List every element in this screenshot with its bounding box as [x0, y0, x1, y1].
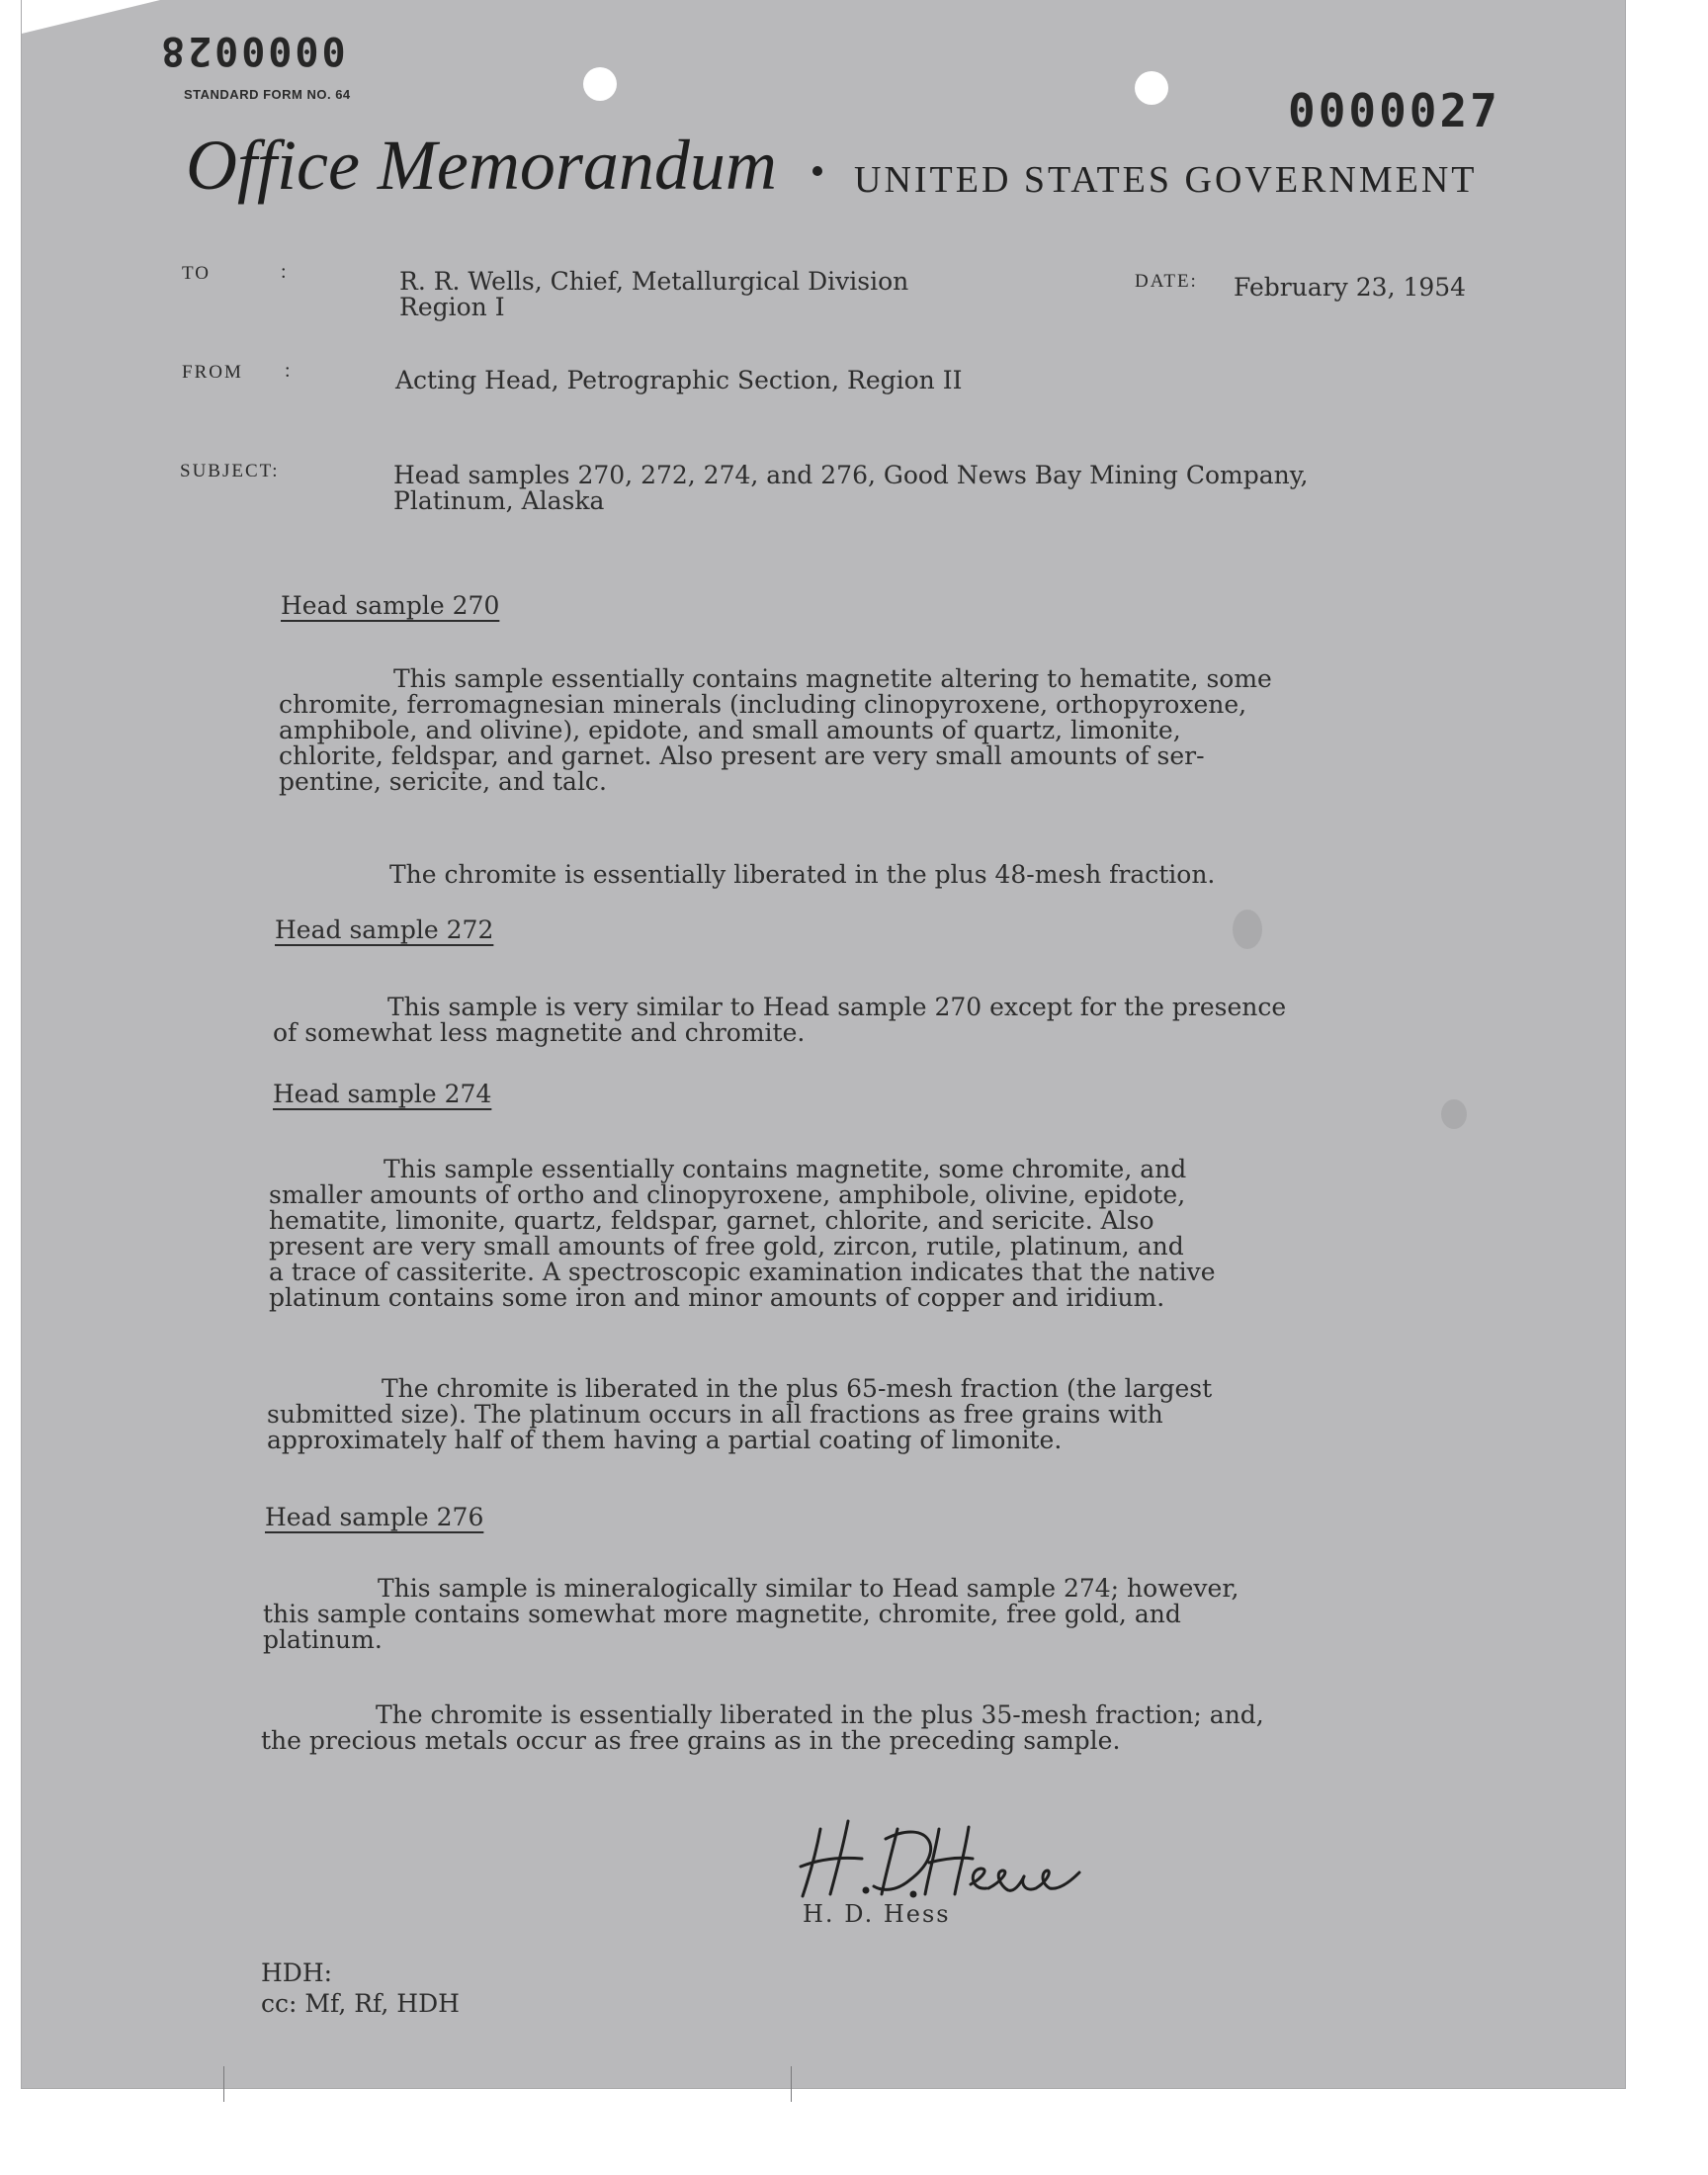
paragraph-line: This sample essentially contains magnetite, some chromite, and: [384, 1155, 1187, 1183]
paragraph-line: The chromite is essentially liberated in the plus 35-mesh fraction; and,: [376, 1700, 1264, 1729]
government-heading: UNITED STATES GOVERNMENT: [854, 159, 1478, 201]
paragraph-line: of somewhat less magnetite and chromite.: [273, 1018, 806, 1047]
paragraph-line: platinum.: [263, 1625, 383, 1654]
paragraph-line: The chromite is liberated in the plus 65-mesh fraction (the largest: [382, 1374, 1213, 1403]
paragraph: [263, 1576, 1238, 1653]
paragraph-line: this sample contains somewhat more magnetite, chromite, free gold, and: [263, 1600, 1181, 1628]
punch-hole: [1135, 71, 1168, 105]
handwritten-signature: [791, 1811, 1087, 1910]
to-line: Region I: [399, 293, 505, 321]
paragraph-line: a trace of cassiterite. A spectroscopic examination indicates that the native: [269, 1258, 1216, 1286]
paragraph-line: This sample essentially contains magnetite altering to hematite, some: [393, 664, 1272, 693]
paragraph-line: This sample is very similar to Head sample 270 except for the presence: [387, 993, 1287, 1021]
paper-smudge: [1441, 1099, 1467, 1129]
torn-corner: [22, 0, 160, 34]
paragraph-line: This sample is mineralogically similar to Head sample 274; however,: [378, 1574, 1239, 1603]
to-line: R. R. Wells, Chief, Metallurgical Division: [399, 267, 909, 296]
memo-footer: [261, 1958, 460, 2019]
paragraph-line: pentine, sericite, and talc.: [279, 767, 607, 796]
paragraph: [279, 666, 1272, 795]
paragraph-line: chromite, ferromagnesian minerals (including clinopyroxene, orthopyroxene,: [279, 690, 1247, 719]
subject-line: Platinum, Alaska: [393, 486, 605, 515]
paper-smudge: [1233, 910, 1262, 949]
paragraph-line: smaller amounts of ortho and clinopyroxene, amphibole, olivine, epidote,: [269, 1180, 1186, 1209]
subject-line: Head samples 270, 272, 274, and 276, Good News Bay Mining Company,: [393, 461, 1309, 489]
paragraph-line: approximately half of them having a partial coating of limonite.: [267, 1426, 1063, 1454]
to-recipient: [399, 269, 908, 320]
document-number-stamp: 0000027: [1288, 84, 1500, 137]
cc-list: cc: Mf, Rf, HDH: [261, 1989, 460, 2018]
paragraph: [273, 995, 1286, 1046]
paragraph-line: hematite, limonite, quartz, feldspar, garnet, chlorite, and sericite. Also: [269, 1206, 1154, 1235]
signer-name: H. D. Hess: [803, 1900, 951, 1928]
bullet-separator: [812, 166, 822, 176]
document-number-stamp-top: 0000028: [158, 28, 346, 73]
scan-edge-line: [791, 2066, 792, 2102]
punch-hole: [583, 67, 617, 101]
author-initials: HDH:: [261, 1958, 333, 1987]
scan-edge-line: [223, 2066, 224, 2102]
from-value: Acting Head, Petrographic Section, Region II: [395, 366, 963, 394]
paragraph: [269, 1157, 1216, 1311]
from-colon: :: [285, 360, 291, 382]
paragraph-line: the precious metals occur as free grains as in the preceding sample.: [261, 1726, 1121, 1755]
memo-title: Office Memorandum: [186, 126, 777, 205]
from-label: FROM: [182, 362, 243, 383]
subject-label: SUBJECT:: [180, 461, 280, 481]
section-heading-276: Head sample 276: [265, 1503, 484, 1531]
paragraph-line: submitted size). The platinum occurs in all fractions as free grains with: [267, 1400, 1163, 1429]
paragraph-line: present are very small amounts of free gold, zircon, rutile, platinum, and: [269, 1232, 1184, 1261]
date-label: DATE:: [1135, 271, 1198, 292]
section-heading-274: Head sample 274: [273, 1080, 492, 1108]
to-label: TO: [182, 263, 211, 284]
paragraph-line: amphibole, and olivine), epidote, and small amounts of quartz, limonite,: [279, 716, 1181, 744]
section-heading-270: Head sample 270: [281, 591, 500, 620]
to-colon: :: [281, 261, 287, 283]
paragraph-line: The chromite is essentially liberated in the plus 48-mesh fraction.: [389, 860, 1216, 889]
paragraph: [261, 1702, 1264, 1754]
section-heading-272: Head sample 272: [275, 915, 494, 944]
subject-value: [393, 463, 1308, 514]
paragraph-line: chlorite, feldspar, and garnet. Also present are very small amounts of ser-: [279, 741, 1205, 770]
standard-form-label: STANDARD FORM NO. 64: [184, 87, 351, 102]
paragraph: [267, 1376, 1212, 1453]
paragraph: [275, 862, 1215, 888]
paragraph-line: platinum contains some iron and minor amounts of copper and iridium.: [269, 1283, 1165, 1312]
date-value: February 23, 1954: [1234, 273, 1467, 302]
